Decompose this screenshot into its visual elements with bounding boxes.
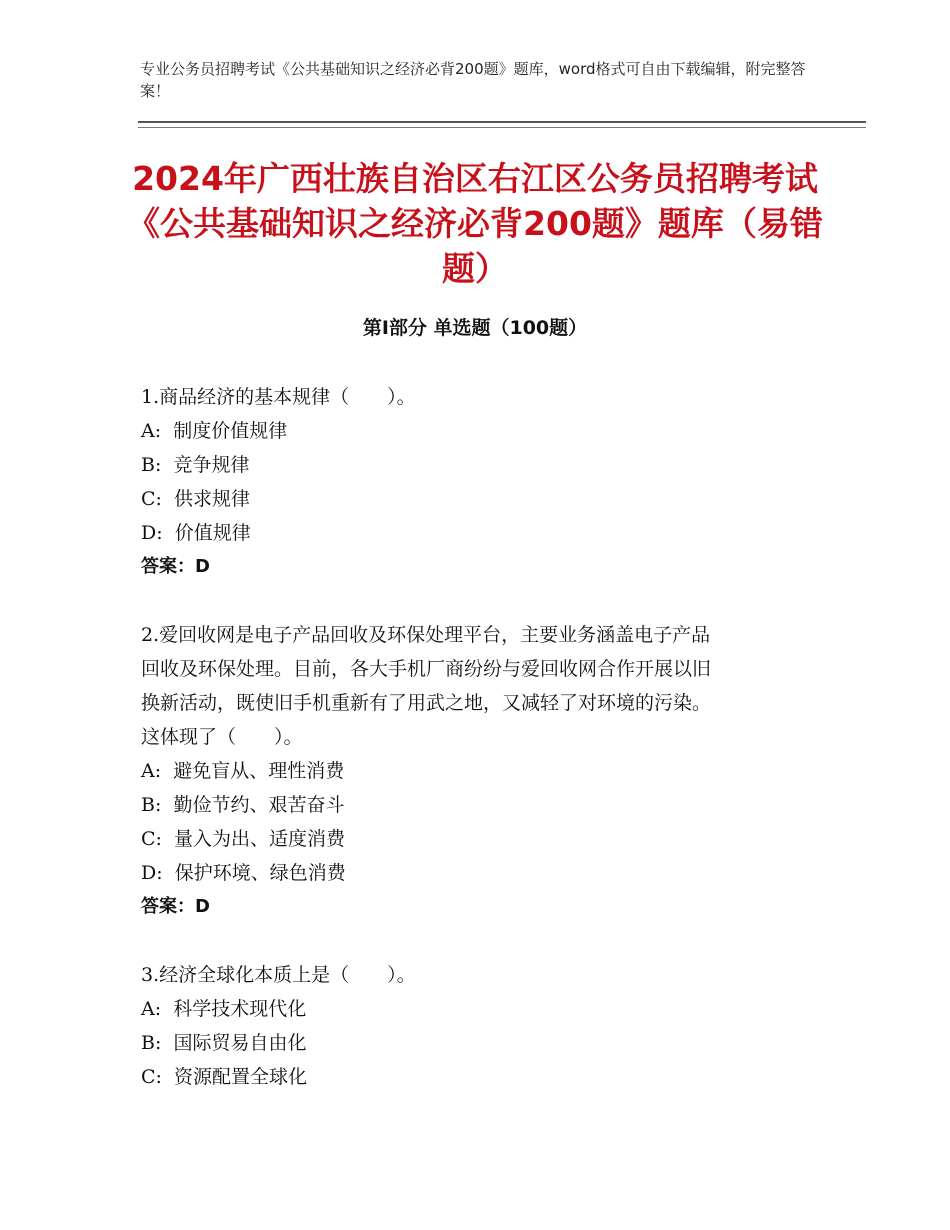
option-d: D: 保护环境、绿色消费: [141, 862, 346, 884]
question-stem-line: 3.经济全球化本质上是（ ）。: [141, 964, 416, 986]
option-b: B: 竞争规律: [141, 454, 250, 476]
option-b: B: 勤俭节约、艰苦奋斗: [141, 794, 345, 816]
section-heading: 第Ⅰ部分 单选题（100题）: [362, 317, 588, 339]
option-a: A: 避免盲从、理性消费: [141, 760, 345, 782]
answer-label: 答案：D: [141, 556, 210, 577]
option-d: D: 价值规律: [141, 522, 251, 544]
question-2: [141, 618, 821, 924]
question-stem-line: 1.商品经济的基本规律（ ）。: [141, 386, 416, 408]
question-stem-line: 2.爱回收网是电子产品回收及环保处理平台，主要业务涵盖电子产品: [141, 624, 711, 646]
question-stem-line: 换新活动，既使旧手机重新有了用武之地，又减轻了对环境的污染。: [141, 692, 712, 714]
question-3: [141, 958, 821, 1094]
question-stem: [141, 380, 821, 414]
question-stem-line: 回收及环保处理。目前，各大手机厂商纷纷与爱回收网合作开展以旧: [141, 658, 712, 680]
option-c: C: 资源配置全球化: [141, 1066, 308, 1088]
option-b: B: 国际贸易自由化: [141, 1032, 307, 1054]
document-title: 2024年广西壮族自治区右江区公务员招聘考试《公共基础知识之经济必背200题》题库（易错题）: [127, 159, 823, 288]
question-1: [141, 380, 821, 584]
question-stem-line: 这体现了（ ）。: [141, 726, 303, 748]
option-a: A: 科学技术现代化: [141, 998, 307, 1020]
option-a: A: 制度价值规律: [141, 420, 288, 442]
question-stem: [141, 958, 821, 992]
question-stem: [141, 618, 821, 754]
option-c: C: 量入为出、适度消费: [141, 828, 346, 850]
header-divider: [138, 121, 866, 128]
answer-label: 答案：D: [141, 896, 210, 917]
header-note: 专业公务员招聘考试《公共基础知识之经济必背200题》题库，word格式可自由下载编辑，附完整答案！: [140, 60, 806, 100]
option-c: C: 供求规律: [141, 488, 251, 510]
question-list: [141, 380, 821, 1128]
